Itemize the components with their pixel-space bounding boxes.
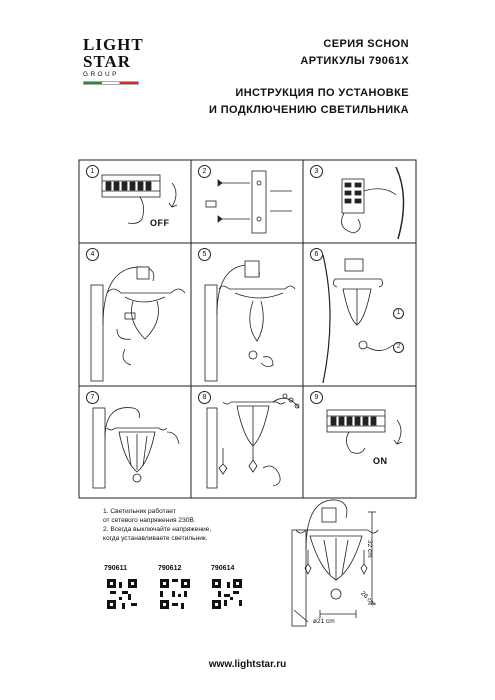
step4-hanging-lamp-illustration <box>81 245 191 385</box>
step7-fix-glass-illustration <box>81 388 191 498</box>
step-number-2: 2 <box>198 165 211 178</box>
series-name: СЕРИЯ SCHON <box>323 38 409 50</box>
article-code-1: 790611 <box>104 565 127 572</box>
article-code-3: 790614 <box>211 565 235 572</box>
off-label: OFF <box>150 218 170 228</box>
article-code-2: 790612 <box>158 565 182 572</box>
on-label: ON <box>373 456 388 466</box>
step9-breaker-on-illustration <box>305 390 415 470</box>
website-url: www.lightstar.ru <box>208 659 287 670</box>
note-line: от сетевого напряжения 230В. <box>103 517 196 524</box>
qr-code-790611 <box>107 579 137 609</box>
logo-word-light: LIGHT <box>83 35 144 54</box>
dimension-height: 32 cm <box>366 540 373 558</box>
product-dimension-drawing <box>280 490 400 630</box>
step2-mounting-screws-illustration <box>192 161 302 241</box>
article-numbers: АРТИКУЛЫ 79061X <box>300 55 409 67</box>
instruction-title-line2: И ПОДКЛЮЧЕНИЮ СВЕТИЛЬНИКА <box>208 104 409 116</box>
step-number-8: 8 <box>198 391 211 404</box>
step5-attach-shade-illustration <box>193 245 303 385</box>
note-line: 1. Светильник работает <box>103 508 176 515</box>
logo-word-star: STAR <box>83 52 132 71</box>
dimension-depth: 26 cm <box>359 590 377 608</box>
safety-notes <box>103 507 273 543</box>
step-number-3: 3 <box>310 165 323 178</box>
step8-crystal-drops-illustration <box>193 388 303 498</box>
logo-word-group: GROUP <box>83 71 119 78</box>
step-number-6: 6 <box>310 248 323 261</box>
note-line: когда устанавливаете светильник. <box>103 535 208 542</box>
step-number-4: 4 <box>86 248 99 261</box>
dimension-diameter: ø21 cm <box>313 618 335 625</box>
step-number-1: 1 <box>86 165 99 178</box>
step1-breaker-off-illustration <box>80 161 190 241</box>
sub-step-2-marker: 2 <box>393 342 404 353</box>
step3-wiring-illustration <box>304 161 414 241</box>
sub-step-1-marker: 1 <box>393 308 404 319</box>
qr-code-790614 <box>212 579 242 609</box>
step-number-9: 9 <box>310 391 323 404</box>
step-number-7: 7 <box>86 391 99 404</box>
note-line: 2. Всегда выключайте напряжение, <box>103 526 212 533</box>
step-number-5: 5 <box>198 248 211 261</box>
qr-code-790612 <box>160 579 190 609</box>
instruction-title-line1: ИНСТРУКЦИЯ ПО УСТАНОВКЕ <box>235 87 409 99</box>
